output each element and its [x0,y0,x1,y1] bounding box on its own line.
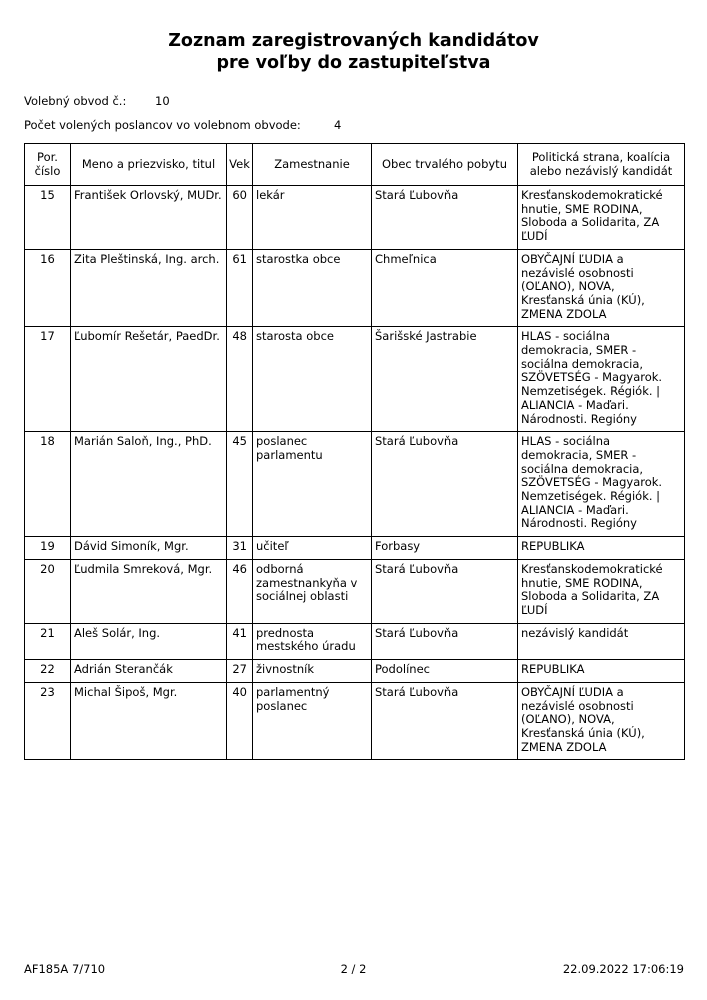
table-row [25,559,685,623]
cell-occupation: starostka obce [253,249,372,327]
cell-occupation: poslanec parlamentu [253,432,372,537]
cell-name: Ľudmila Smreková, Mgr. [71,559,227,623]
district-label: Volebný obvod č.: [24,94,127,108]
cell-town: Stará Ľubovňa [372,623,518,659]
cell-occupation: prednosta mestského úradu [253,623,372,659]
cell-name: František Orlovský, MUDr. [71,186,227,250]
cell-age: 41 [227,623,253,659]
table-row [25,537,685,560]
district-row [24,94,170,108]
cell-name: Zita Pleštinská, Ing. arch. [71,249,227,327]
cell-number: 16 [25,249,71,327]
cell-name: Michal Šipoš, Mgr. [71,682,227,760]
title-line-2: pre voľby do zastupiteľstva [216,53,491,73]
cell-age: 45 [227,432,253,537]
candidates-table [24,143,685,760]
cell-occupation: živnostník [253,660,372,683]
column-header-party: Politická strana, koalícia alebo nezávislý kandidát [518,144,685,186]
cell-occupation: starosta obce [253,327,372,432]
cell-number: 17 [25,327,71,432]
cell-name: Dávid Simoník, Mgr. [71,537,227,560]
cell-number: 15 [25,186,71,250]
cell-occupation: lekár [253,186,372,250]
cell-age: 27 [227,660,253,683]
cell-town: Stará Ľubovňa [372,432,518,537]
cell-party: REPUBLIKA [518,660,685,683]
cell-name: Ľubomír Rešetár, PaedDr. [71,327,227,432]
cell-party: Kresťanskodemokratické hnutie, SME RODINA, Sloboda a Solidarita, ZA ĽUDÍ [518,559,685,623]
cell-number: 18 [25,432,71,537]
cell-party: OBYČAJNÍ ĽUDIA a nezávislé osobnosti (OĽANO), NOVA, Kresťanská únia (KÚ), ZMENA ZDOLA [518,682,685,760]
cell-town: Stará Ľubovňa [372,186,518,250]
cell-town: Forbasy [372,537,518,560]
table-row [25,249,685,327]
cell-occupation: parlamentný poslanec [253,682,372,760]
table-row [25,623,685,659]
seats-label: Počet volených poslancov vo volebnom obvode: [24,118,301,132]
cell-age: 60 [227,186,253,250]
cell-number: 22 [25,660,71,683]
cell-name: Aleš Solár, Ing. [71,623,227,659]
page-number: 2 / 2 [340,962,367,976]
cell-town: Šarišské Jastrabie [372,327,518,432]
cell-number: 19 [25,537,71,560]
cell-number: 23 [25,682,71,760]
cell-town: Stará Ľubovňa [372,559,518,623]
column-header-age: Vek [227,144,253,186]
cell-number: 21 [25,623,71,659]
column-header-town: Obec trvalého pobytu [372,144,518,186]
cell-party: Kresťanskodemokratické hnutie, SME RODINA, Sloboda a Solidarita, ZA ĽUDÍ [518,186,685,250]
cell-name: Marián Saloň, Ing., PhD. [71,432,227,537]
table-row [25,186,685,250]
cell-age: 46 [227,559,253,623]
cell-age: 48 [227,327,253,432]
print-timestamp: 22.09.2022 17:06:19 [562,962,684,976]
cell-party: OBYČAJNÍ ĽUDIA a nezávislé osobnosti (OĽANO), NOVA, Kresťanská únia (KÚ), ZMENA ZDOLA [518,249,685,327]
seats-value: 4 [334,118,342,132]
column-header-name: Meno a priezvisko, titul [71,144,227,186]
page-title [0,30,707,74]
cell-number: 20 [25,559,71,623]
cell-town: Stará Ľubovňa [372,682,518,760]
title-line-1: Zoznam zaregistrovaných kandidátov [168,31,539,51]
cell-party: HLAS - sociálna demokracia, SMER - sociálna demokracia, SZÖVETSÉG - Magyarok. Nemzetiségek. Régiók. | ALIANCIA - Maďari. Národnosti. Regióny [518,432,685,537]
cell-town: Chmeľnica [372,249,518,327]
cell-name: Adrián Sterančák [71,660,227,683]
table-row [25,660,685,683]
cell-occupation: učiteľ [253,537,372,560]
cell-age: 40 [227,682,253,760]
cell-age: 31 [227,537,253,560]
cell-party: HLAS - sociálna demokracia, SMER - sociálna demokracia, SZÖVETSÉG - Magyarok. Nemzetiségek. Régiók. | ALIANCIA - Maďari. Národnosti. Regióny [518,327,685,432]
column-header-occupation: Zamestnanie [253,144,372,186]
table-row [25,432,685,537]
cell-party: REPUBLIKA [518,537,685,560]
table-row [25,327,685,432]
district-value: 10 [155,94,170,108]
cell-town: Podolínec [372,660,518,683]
column-header-number: Por. číslo [25,144,71,186]
cell-age: 61 [227,249,253,327]
table-row [25,682,685,760]
cell-party: nezávislý kandidát [518,623,685,659]
table-header-row [25,144,685,186]
cell-occupation: odborná zamestnankyňa v sociálnej oblasti [253,559,372,623]
seats-row [24,118,342,132]
document-id: AF185A 7/710 [24,962,106,976]
